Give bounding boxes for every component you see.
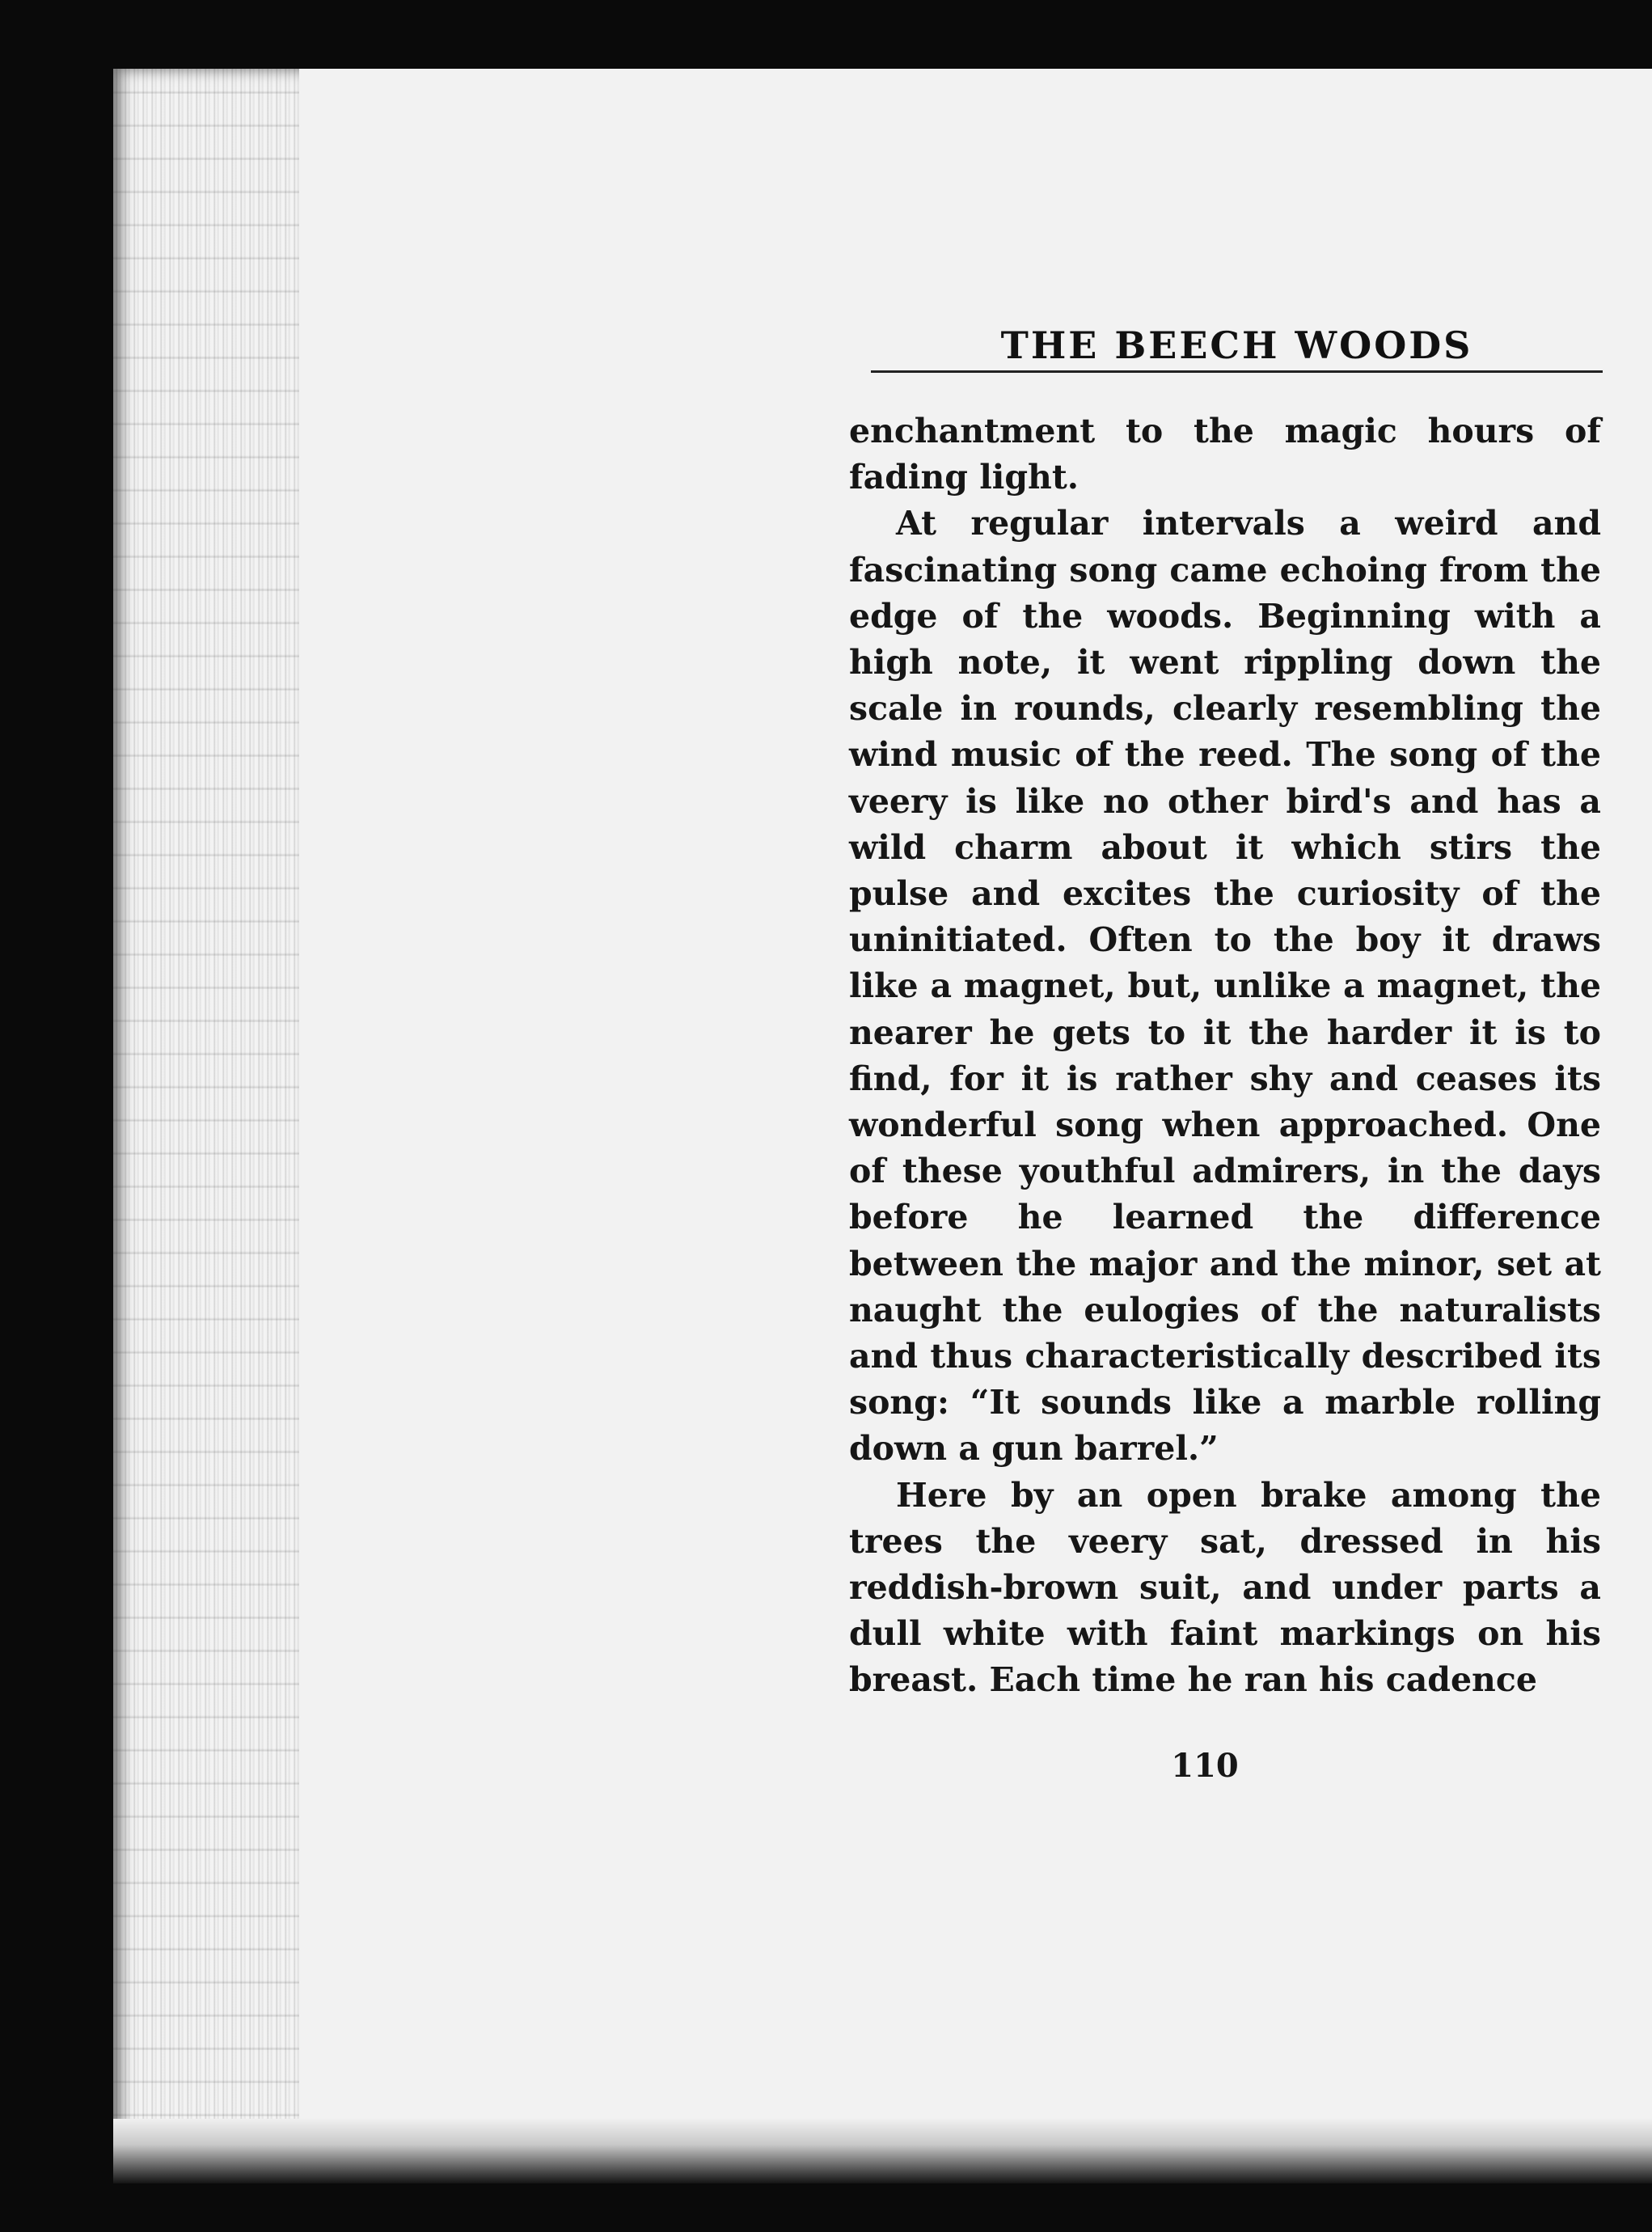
running-head: THE BEECH WOODS — [1000, 323, 1473, 367]
body-text — [849, 408, 1601, 1704]
page-number: 110 — [1171, 1747, 1239, 1785]
paragraph-continued: enchantment to the magic hours of fading light. — [849, 412, 1601, 497]
paragraph-veery-appearance: Here by an open brake among the trees the veery sat, dressed in his reddish-brown suit, and under parts a dull white with faint markings on his breast. Each time he ran his cadence — [849, 1475, 1601, 1700]
header-rule — [871, 370, 1603, 373]
paragraph-veery-song: At regular intervals a weird and fascinating song came echoing from the edge of the woods. Beginning with a high note, it went rippling down the scale in rounds, clearly resembling the wind music of the reed. The song of the veery is like no other bird's and has a wild charm about it which stirs the pulse and excites the curiosity of the uninitiated. Often to the boy it draws like a magnet, but, unlike a magnet, the nearer he gets to it the harder it is to find, for it is rather shy and ceases its wonderful song when approached. One of these youthful admirers, in the days before he learned the difference between the major and the minor, set at naught the eulogies of the naturalists and thus characteristically described its song: “It sounds like a marble rolling down a gun barrel.” — [849, 504, 1601, 1469]
page-bottom-edge — [113, 2119, 1652, 2183]
book-page-edges — [113, 69, 307, 2179]
